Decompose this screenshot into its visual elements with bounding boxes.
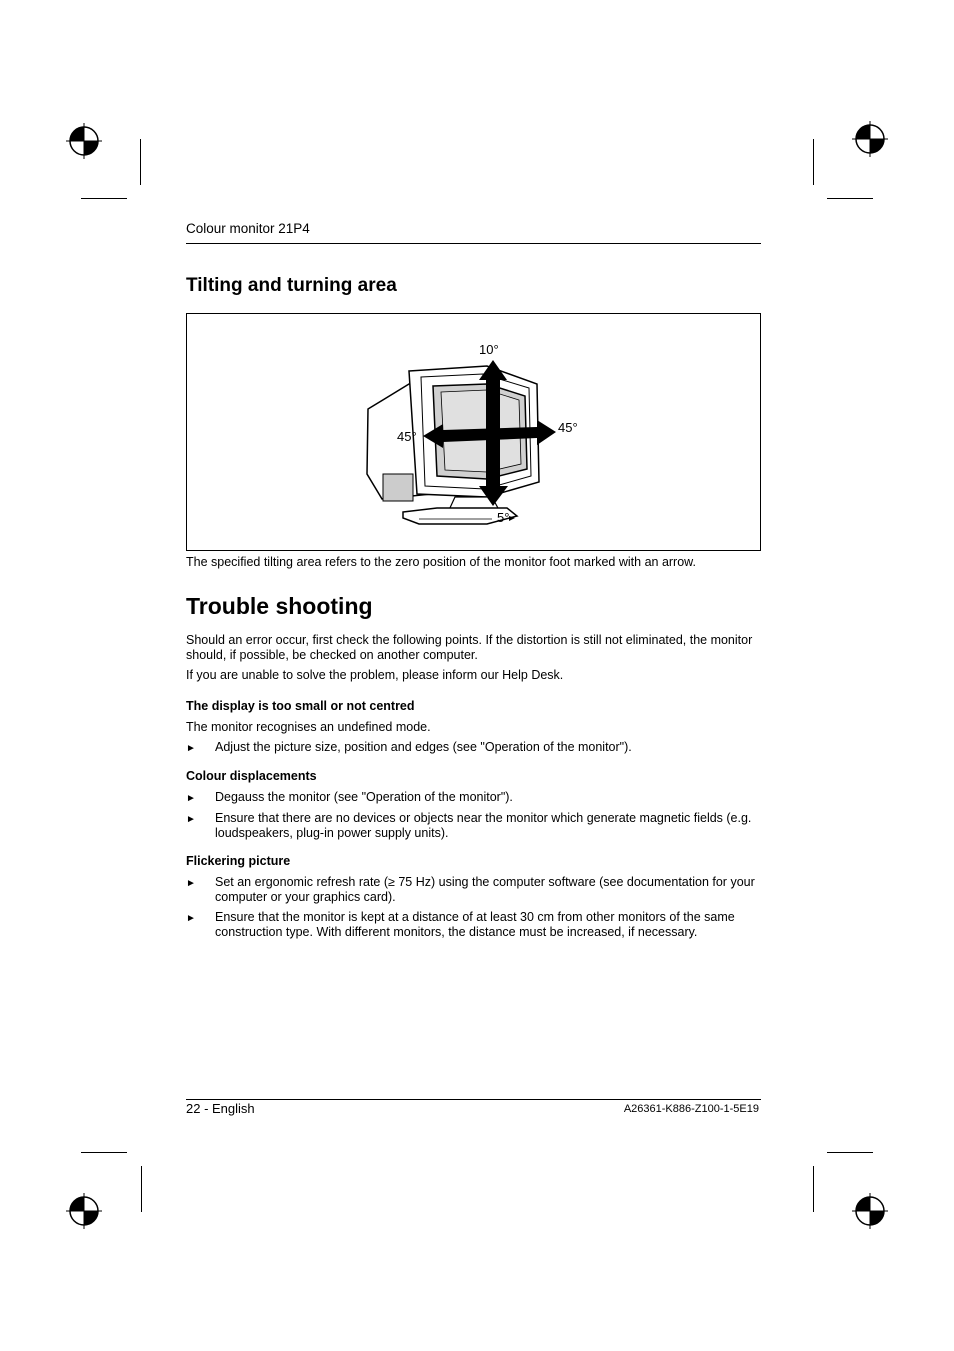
figure-caption: The specified tilting area refers to the zero position of the monitor foot marked with an arrow. [186, 555, 696, 569]
paragraph: The monitor recognises an undefined mode. [186, 720, 431, 734]
page-heading: Trouble shooting [186, 593, 373, 619]
bullet-marker-icon: ► [186, 743, 196, 754]
page-number: 22 - English [186, 1101, 255, 1116]
subheading: Colour displacements [186, 769, 317, 783]
intro-paragraph: Should an error occur, first check the following points. If the distortion is still not eliminated, the monitor should, if possible, be checked on another computer. [186, 633, 753, 662]
crop-mark [81, 1152, 127, 1153]
turn-left-label: 45° [397, 429, 417, 444]
registration-mark-icon [852, 121, 888, 157]
subheading: Flickering picture [186, 854, 291, 868]
crop-mark [813, 139, 814, 185]
intro-paragraph: If you are unable to solve the problem, please inform our Help Desk. [186, 668, 564, 682]
crop-mark [141, 1166, 142, 1212]
crop-mark [827, 1152, 873, 1153]
list-item-text: Ensure that the monitor is kept at a distance of at least 30 cm from other monitors of the same construction type. With different monitors, the distance must be increased, if necessary. [215, 910, 735, 939]
registration-mark-icon [852, 1193, 888, 1229]
list-item-text: Ensure that there are no devices or objects near the monitor which generate magnetic fields (e.g. loudspeakers, plug-in power supply units). [215, 811, 752, 840]
bullet-marker-icon: ► [186, 814, 196, 825]
section-heading: Tilting and turning area [186, 275, 397, 296]
tilt-up-label: 10° [479, 342, 499, 357]
bullet-marker-icon: ► [186, 913, 196, 924]
document-code: A26361-K886-Z100-1-5E19 [623, 1103, 759, 1115]
crop-mark [813, 1166, 814, 1212]
running-header: Colour monitor 21P4 [186, 221, 310, 236]
bullet-marker-icon: ► [186, 793, 196, 804]
registration-mark-icon [66, 1193, 102, 1229]
footer-rule [186, 1099, 761, 1100]
list-item-text: Adjust the picture size, position and edges (see "Operation of the monitor"). [215, 740, 632, 754]
crop-mark [81, 198, 127, 199]
list-item-text: Set an ergonomic refresh rate (≥ 75 Hz) using the computer software (see documentation for your computer or your graphics card). [215, 875, 755, 904]
crop-mark [827, 198, 873, 199]
registration-mark-icon [66, 123, 102, 159]
crop-mark [140, 139, 141, 185]
list-item-text: Degauss the monitor (see "Operation of the monitor"). [215, 790, 513, 804]
monitor-tilt-illustration [187, 314, 760, 550]
header-rule [186, 243, 761, 244]
tilt-down-label: 5° [497, 510, 510, 525]
figure-box [186, 313, 761, 551]
bullet-marker-icon: ► [186, 878, 196, 889]
subheading: The display is too small or not centred [186, 699, 415, 713]
turn-right-label: 45° [558, 420, 578, 435]
